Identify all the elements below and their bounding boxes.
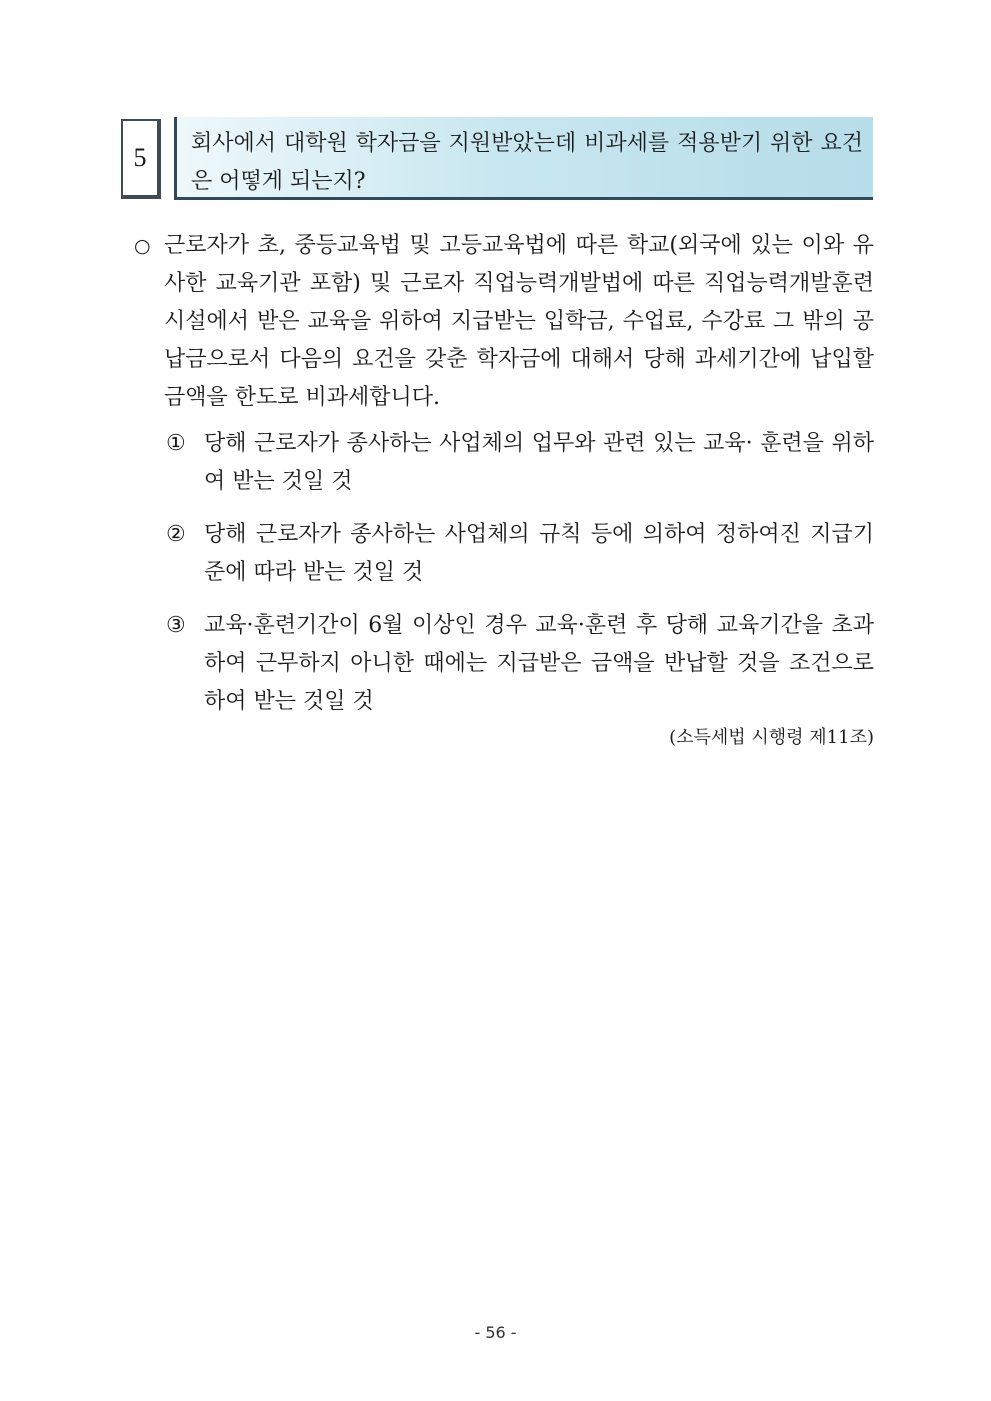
answer-paragraph: [134, 227, 874, 417]
item-number: ③: [166, 613, 186, 638]
requirement-item-3: [166, 607, 874, 721]
legal-source: (소득세법 시행령 제11조): [669, 727, 874, 748]
item-text: 당해 근로자가 종사하는 사업체의 업무와 관련 있는 교육· 훈련을 위하여 받는 것일 것: [204, 431, 874, 494]
question-number-box: [121, 119, 161, 199]
question-number: 5: [133, 143, 147, 172]
question-box: [174, 117, 873, 200]
item-number: ②: [166, 522, 186, 547]
requirement-item-2: [166, 516, 874, 592]
page-number: - 56 -: [474, 1323, 517, 1342]
circle-bullet-icon: ○: [134, 235, 151, 257]
requirement-list: [134, 425, 874, 721]
item-text: 당해 근로자가 종사하는 사업체의 규칙 등에 의하여 정하여진 지급기준에 따라 받는 것일 것: [204, 522, 874, 585]
question-title: 회사에서 대학원 학자금을 지원받았는데 비과세를 적용받기 위한 요건은 어떻게 되는지?: [191, 131, 863, 194]
item-number: ①: [166, 431, 186, 456]
requirement-item-1: [166, 425, 874, 501]
answer-text: 근로자가 초, 중등교육법 및 고등교육법에 따른 학교(외국에 있는 이와 유사한 교육기관 포함) 및 근로자 직업능력개발법에 따른 직업능력개발훈련시설에서 받은 교육을 위하여 지급받는 입학금, 수업료, 수강료 그 밖의 공납금으로서 다음의 요건을 갖춘 학자금에 대해서 당해 과세기간에 납입할 금액을 한도로 비과세합니다.: [164, 233, 874, 410]
answer-section: [134, 227, 874, 750]
item-text: 교육·훈련기간이 6월 이상인 경우 교육·훈련 후 당해 교육기간을 초과하여 근무하지 아니한 때에는 지급받은 금액을 반납할 것을 조건으로 하여 받는 것일 것: [204, 613, 874, 714]
